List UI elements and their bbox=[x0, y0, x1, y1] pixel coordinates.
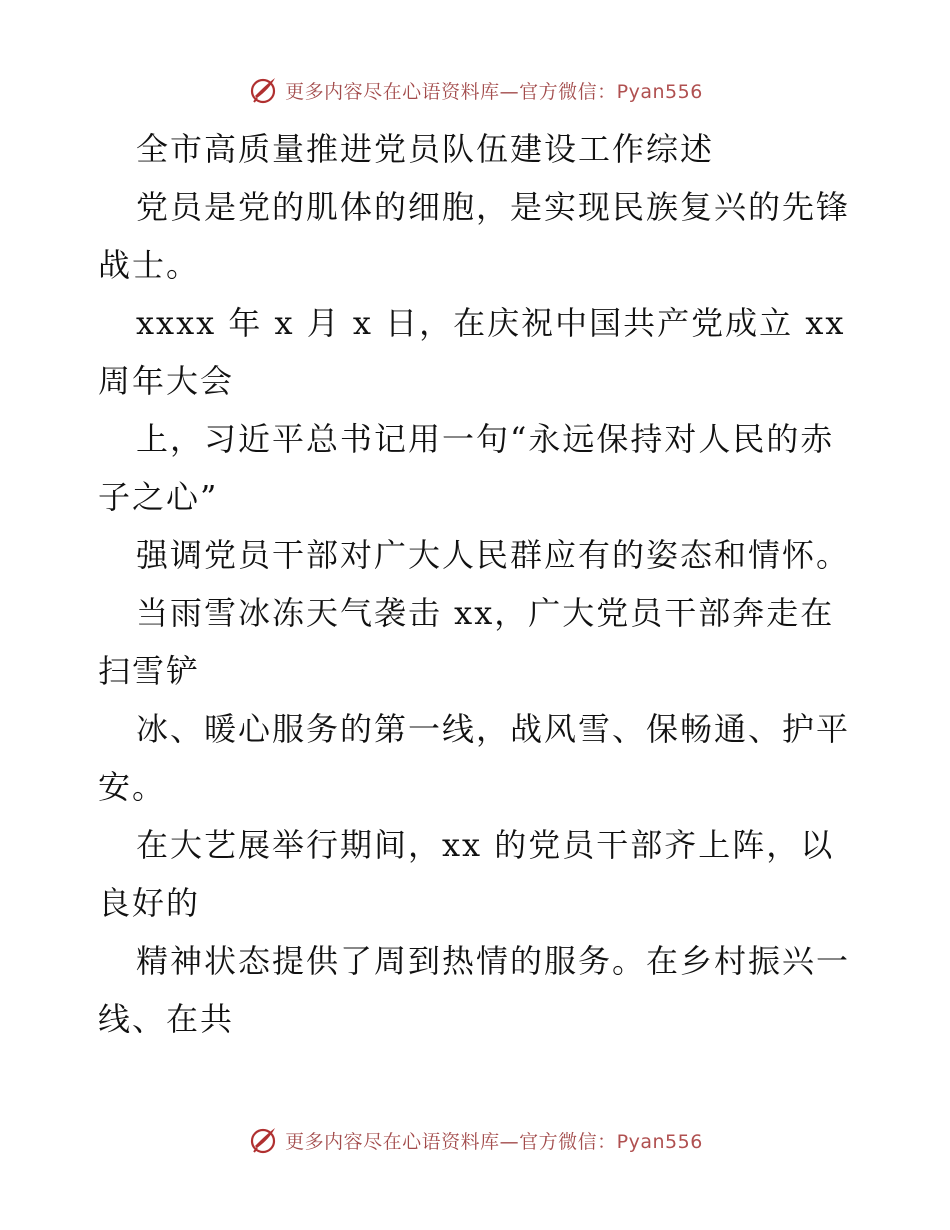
footer-banner bbox=[0, 1120, 950, 1160]
paragraph-line: 全市高质量推进党员队伍建设工作综述 bbox=[136, 130, 715, 168]
paragraph-line: 强调党员干部对广大人民群应有的姿态和情怀。 bbox=[136, 536, 851, 574]
quill-logo-icon bbox=[247, 74, 279, 106]
footer-banner-label: 更多内容尽在心语资料库—官方微信： bbox=[285, 1130, 617, 1153]
paragraph-line: 子之心” bbox=[98, 478, 219, 516]
footer-banner-wechat-id: Pyan556 bbox=[616, 1130, 703, 1153]
header-banner-label: 更多内容尽在心语资料库—官方微信： bbox=[285, 80, 617, 103]
header-banner-text bbox=[285, 77, 703, 104]
paragraph-line: 良好的 bbox=[98, 884, 201, 922]
paragraph-line: 周年大会 bbox=[98, 362, 235, 400]
paragraph-line: 扫雪铲 bbox=[98, 652, 201, 690]
paragraph-line: 上，习近平总书记用一句“永远保持对人民的赤 bbox=[136, 420, 835, 458]
paragraph-line: 战士。 bbox=[98, 246, 201, 284]
footer-banner-text bbox=[285, 1127, 703, 1154]
header-banner bbox=[0, 70, 950, 110]
paragraph-line: 精神状态提供了周到热情的服务。在乡村振兴一 bbox=[136, 942, 851, 980]
paragraph-line: 党员是党的肌体的细胞，是实现民族复兴的先锋 bbox=[136, 188, 851, 226]
quill-logo-icon bbox=[247, 1124, 279, 1156]
paragraph-line: 安。 bbox=[98, 768, 167, 806]
paragraph-line: xxxx 年 x 月 x 日，在庆祝中国共产党成立 xx bbox=[136, 304, 846, 342]
document-body bbox=[98, 120, 858, 1048]
paragraph-line: 在大艺展举行期间，xx 的党员干部齐上阵，以 bbox=[136, 826, 835, 864]
paragraph-line: 当雨雪冰冻天气袭击 xx，广大党员干部奔走在 bbox=[136, 594, 835, 632]
paragraph-line: 线、在共 bbox=[98, 1000, 235, 1038]
header-banner-wechat-id: Pyan556 bbox=[616, 80, 703, 103]
paragraph-line: 冰、暖心服务的第一线，战风雪、保畅通、护平 bbox=[136, 710, 851, 748]
